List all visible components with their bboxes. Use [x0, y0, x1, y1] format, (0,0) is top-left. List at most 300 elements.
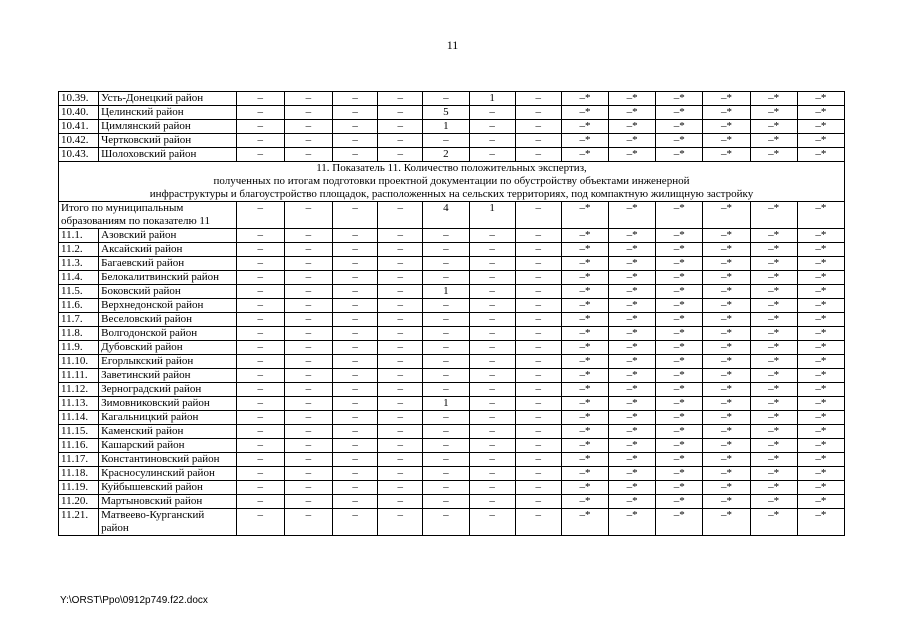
- value-cell: –*: [750, 243, 797, 257]
- table-row: [59, 369, 845, 383]
- district-name: Шолоховский район: [99, 148, 237, 162]
- page-number: 11: [446, 38, 459, 52]
- value-cell: 1: [423, 120, 469, 134]
- value-cell: –: [333, 92, 378, 106]
- value-cell: –*: [703, 453, 750, 467]
- value-cell: –*: [797, 106, 844, 120]
- table-row: [59, 120, 845, 134]
- district-name: Матвеево-Курганский район: [99, 509, 237, 536]
- row-number: 11.3.: [59, 257, 99, 271]
- value-cell: –: [423, 481, 469, 495]
- value-cell: –*: [750, 327, 797, 341]
- value-cell: –: [423, 327, 469, 341]
- value-cell: –*: [609, 229, 656, 243]
- table-row: [59, 481, 845, 495]
- value-cell: –: [236, 383, 284, 397]
- value-cell: –*: [656, 425, 703, 439]
- value-cell: –: [378, 299, 423, 313]
- value-cell: –: [284, 425, 332, 439]
- value-cell: –: [515, 383, 561, 397]
- value-cell: –: [423, 369, 469, 383]
- value-cell: –*: [797, 243, 844, 257]
- file-path-footer: Y:\ORST\Ppo\0912p749.f22.docx: [60, 595, 208, 606]
- value-cell: –*: [750, 257, 797, 271]
- value-cell: –*: [750, 229, 797, 243]
- value-cell: –*: [750, 425, 797, 439]
- value-cell: 5: [423, 106, 469, 120]
- value-cell: –*: [797, 120, 844, 134]
- value-cell: –*: [750, 341, 797, 355]
- value-cell: –*: [656, 120, 703, 134]
- table-row: [59, 299, 845, 313]
- value-cell: –*: [561, 271, 608, 285]
- value-cell: –: [284, 355, 332, 369]
- row-number: 11.18.: [59, 467, 99, 481]
- total-cell: 1: [469, 202, 515, 229]
- value-cell: –: [423, 299, 469, 313]
- value-cell: –: [284, 299, 332, 313]
- table-row: [59, 355, 845, 369]
- table-row: [59, 148, 845, 162]
- row-number: 11.20.: [59, 495, 99, 509]
- value-cell: –: [378, 106, 423, 120]
- value-cell: –: [333, 453, 378, 467]
- row-number: 11.21.: [59, 509, 99, 536]
- value-cell: –: [333, 134, 378, 148]
- value-cell: –*: [703, 148, 750, 162]
- value-cell: –: [469, 383, 515, 397]
- value-cell: –: [236, 92, 284, 106]
- value-cell: –*: [750, 411, 797, 425]
- value-cell: –: [469, 397, 515, 411]
- value-cell: –*: [703, 134, 750, 148]
- value-cell: –: [284, 120, 332, 134]
- value-cell: –*: [561, 341, 608, 355]
- row-number: 11.12.: [59, 383, 99, 397]
- value-cell: –*: [656, 299, 703, 313]
- value-cell: –: [284, 271, 332, 285]
- value-cell: –*: [561, 411, 608, 425]
- value-cell: –*: [797, 285, 844, 299]
- section-header-line-3: инфраструктуры и благоустройство площадок, расположенных на сельских территориях, под компактную жилищную застройку: [149, 188, 754, 200]
- value-cell: –*: [656, 285, 703, 299]
- value-cell: –*: [609, 453, 656, 467]
- value-cell: –*: [703, 229, 750, 243]
- value-cell: –: [469, 369, 515, 383]
- value-cell: –: [469, 425, 515, 439]
- table-row: [59, 327, 845, 341]
- value-cell: –: [333, 148, 378, 162]
- value-cell: –*: [656, 453, 703, 467]
- district-name: Дубовский район: [99, 341, 237, 355]
- value-cell: –*: [750, 495, 797, 509]
- value-cell: –: [333, 467, 378, 481]
- value-cell: –*: [656, 134, 703, 148]
- value-cell: –: [515, 397, 561, 411]
- value-cell: –*: [561, 257, 608, 271]
- value-cell: –: [469, 467, 515, 481]
- indicator-table: [58, 91, 845, 536]
- value-cell: –*: [703, 425, 750, 439]
- value-cell: –: [333, 481, 378, 495]
- value-cell: –: [423, 243, 469, 257]
- value-cell: –: [284, 383, 332, 397]
- value-cell: –: [284, 453, 332, 467]
- value-cell: –: [333, 383, 378, 397]
- value-cell: –: [284, 106, 332, 120]
- value-cell: –*: [797, 355, 844, 369]
- value-cell: –*: [609, 425, 656, 439]
- value-cell: –*: [797, 257, 844, 271]
- value-cell: –*: [561, 120, 608, 134]
- value-cell: –: [423, 92, 469, 106]
- value-cell: –: [236, 134, 284, 148]
- district-name: Белокалитвинский район: [99, 271, 237, 285]
- value-cell: –: [423, 257, 469, 271]
- value-cell: –*: [797, 369, 844, 383]
- value-cell: –*: [656, 148, 703, 162]
- district-name: Верхнедонской район: [99, 299, 237, 313]
- value-cell: –*: [609, 341, 656, 355]
- value-cell: –: [378, 285, 423, 299]
- value-cell: –: [378, 271, 423, 285]
- value-cell: –: [333, 425, 378, 439]
- value-cell: –*: [750, 383, 797, 397]
- row-number: 11.10.: [59, 355, 99, 369]
- value-cell: –: [236, 313, 284, 327]
- value-cell: –: [333, 243, 378, 257]
- value-cell: –: [378, 383, 423, 397]
- total-cell: –: [378, 202, 423, 229]
- value-cell: –*: [703, 495, 750, 509]
- value-cell: –: [378, 411, 423, 425]
- value-cell: –*: [609, 243, 656, 257]
- section-header-line-1: 11. Показатель 11. Количество положительных экспертиз,: [316, 162, 587, 174]
- value-cell: –*: [797, 92, 844, 106]
- value-cell: –: [236, 425, 284, 439]
- value-cell: –*: [561, 369, 608, 383]
- row-number: 10.40.: [59, 106, 99, 120]
- value-cell: –: [284, 495, 332, 509]
- table-row: [59, 453, 845, 467]
- value-cell: –: [423, 134, 469, 148]
- value-cell: –*: [609, 313, 656, 327]
- total-label: Итого по муниципальным образованиям по показателю 11: [59, 202, 237, 229]
- district-name: Волгодонской район: [99, 327, 237, 341]
- value-cell: –: [469, 229, 515, 243]
- value-cell: –: [284, 369, 332, 383]
- value-cell: –: [515, 481, 561, 495]
- value-cell: –: [423, 411, 469, 425]
- value-cell: –: [469, 453, 515, 467]
- value-cell: –: [236, 467, 284, 481]
- value-cell: –*: [656, 439, 703, 453]
- district-name: Азовский район: [99, 229, 237, 243]
- value-cell: –: [469, 285, 515, 299]
- value-cell: –*: [797, 411, 844, 425]
- value-cell: –*: [797, 134, 844, 148]
- value-cell: –*: [750, 271, 797, 285]
- value-cell: –: [378, 313, 423, 327]
- total-cell: –*: [656, 202, 703, 229]
- value-cell: –*: [609, 481, 656, 495]
- value-cell: –*: [609, 92, 656, 106]
- value-cell: –*: [609, 327, 656, 341]
- value-cell: –: [284, 397, 332, 411]
- row-number: 11.15.: [59, 425, 99, 439]
- value-cell: –*: [750, 285, 797, 299]
- value-cell: –*: [703, 383, 750, 397]
- value-cell: –: [236, 148, 284, 162]
- district-name: Куйбышевский район: [99, 481, 237, 495]
- value-cell: –*: [609, 397, 656, 411]
- value-cell: –: [284, 92, 332, 106]
- value-cell: –*: [797, 425, 844, 439]
- value-cell: –: [333, 299, 378, 313]
- value-cell: –: [378, 243, 423, 257]
- value-cell: –: [333, 229, 378, 243]
- value-cell: –*: [656, 92, 703, 106]
- value-cell: –: [378, 439, 423, 453]
- value-cell: –: [236, 439, 284, 453]
- value-cell: –: [469, 148, 515, 162]
- value-cell: –: [236, 453, 284, 467]
- value-cell: –: [469, 481, 515, 495]
- value-cell: –: [469, 257, 515, 271]
- value-cell: –*: [561, 425, 608, 439]
- value-cell: –*: [656, 229, 703, 243]
- value-cell: –*: [750, 299, 797, 313]
- value-cell: –: [333, 120, 378, 134]
- value-cell: –: [236, 495, 284, 509]
- district-name: Цимлянский район: [99, 120, 237, 134]
- value-cell: –: [333, 271, 378, 285]
- total-cell: –*: [561, 202, 608, 229]
- value-cell: –: [515, 313, 561, 327]
- value-cell: –*: [797, 229, 844, 243]
- value-cell: –*: [797, 327, 844, 341]
- total-cell: –: [515, 202, 561, 229]
- value-cell: –: [515, 327, 561, 341]
- value-cell: –*: [703, 439, 750, 453]
- total-cell: 4: [423, 202, 469, 229]
- value-cell: –*: [561, 383, 608, 397]
- value-cell: –*: [609, 467, 656, 481]
- value-cell: –*: [656, 383, 703, 397]
- value-cell: 1: [423, 285, 469, 299]
- value-cell: –*: [656, 481, 703, 495]
- district-name: Чертковский район: [99, 134, 237, 148]
- value-cell: –*: [797, 271, 844, 285]
- value-cell: –: [236, 120, 284, 134]
- table-row: [59, 257, 845, 271]
- value-cell: –: [378, 467, 423, 481]
- value-cell: –*: [797, 467, 844, 481]
- table-row: [59, 383, 845, 397]
- value-cell: –*: [797, 148, 844, 162]
- value-cell: –: [515, 106, 561, 120]
- value-cell: –*: [703, 257, 750, 271]
- value-cell: –*: [656, 327, 703, 341]
- row-number: 11.5.: [59, 285, 99, 299]
- value-cell: –*: [656, 411, 703, 425]
- value-cell: –: [515, 285, 561, 299]
- value-cell: –: [515, 411, 561, 425]
- row-number: 10.41.: [59, 120, 99, 134]
- value-cell: –*: [797, 397, 844, 411]
- value-cell: –: [236, 397, 284, 411]
- value-cell: –*: [561, 229, 608, 243]
- value-cell: –: [333, 439, 378, 453]
- value-cell: –: [378, 509, 423, 536]
- value-cell: –: [284, 243, 332, 257]
- section-header-line-2: полученных по итогам подготовки проектной документации по обустройству объектами инженерной: [213, 175, 690, 187]
- district-name: Заветинский район: [99, 369, 237, 383]
- total-cell: –*: [703, 202, 750, 229]
- row-number: 11.8.: [59, 327, 99, 341]
- table-row: [59, 106, 845, 120]
- value-cell: –*: [750, 453, 797, 467]
- value-cell: –: [333, 509, 378, 536]
- value-cell: –*: [750, 509, 797, 536]
- value-cell: –*: [703, 481, 750, 495]
- value-cell: –*: [609, 411, 656, 425]
- value-cell: –*: [609, 439, 656, 453]
- value-cell: –*: [797, 453, 844, 467]
- value-cell: –: [378, 341, 423, 355]
- table-row: [59, 411, 845, 425]
- value-cell: –*: [703, 271, 750, 285]
- value-cell: –*: [656, 509, 703, 536]
- table-row: [59, 271, 845, 285]
- value-cell: –*: [703, 313, 750, 327]
- value-cell: –: [515, 369, 561, 383]
- value-cell: –*: [750, 355, 797, 369]
- table-row: [59, 425, 845, 439]
- value-cell: –*: [750, 120, 797, 134]
- value-cell: –: [236, 509, 284, 536]
- value-cell: –: [236, 271, 284, 285]
- value-cell: –*: [561, 243, 608, 257]
- table-row: [59, 467, 845, 481]
- value-cell: –*: [703, 411, 750, 425]
- value-cell: –: [423, 313, 469, 327]
- value-cell: –*: [656, 257, 703, 271]
- value-cell: –: [515, 243, 561, 257]
- value-cell: –: [423, 509, 469, 536]
- value-cell: –: [284, 467, 332, 481]
- value-cell: –: [284, 481, 332, 495]
- value-cell: –: [378, 134, 423, 148]
- value-cell: –*: [750, 313, 797, 327]
- value-cell: –: [469, 271, 515, 285]
- value-cell: –*: [561, 509, 608, 536]
- table-row: [59, 341, 845, 355]
- value-cell: –: [236, 106, 284, 120]
- top-rows: [59, 92, 845, 162]
- value-cell: –*: [750, 92, 797, 106]
- value-cell: –: [236, 285, 284, 299]
- row-number: 11.1.: [59, 229, 99, 243]
- value-cell: –: [378, 453, 423, 467]
- value-cell: –*: [656, 495, 703, 509]
- value-cell: –: [378, 327, 423, 341]
- value-cell: –: [515, 148, 561, 162]
- value-cell: –: [236, 299, 284, 313]
- total-row: [59, 202, 845, 229]
- value-cell: –: [469, 327, 515, 341]
- value-cell: –: [284, 341, 332, 355]
- value-cell: –: [284, 439, 332, 453]
- value-cell: –*: [561, 148, 608, 162]
- table-row: [59, 509, 845, 536]
- value-cell: –*: [703, 327, 750, 341]
- value-cell: –: [515, 92, 561, 106]
- value-cell: –: [515, 341, 561, 355]
- district-name: Зерноградский район: [99, 383, 237, 397]
- district-name: Мартыновский район: [99, 495, 237, 509]
- value-cell: –*: [609, 257, 656, 271]
- value-cell: –: [469, 439, 515, 453]
- district-name: Красносулинский район: [99, 467, 237, 481]
- value-cell: –: [333, 341, 378, 355]
- value-cell: –*: [561, 313, 608, 327]
- value-cell: –: [333, 327, 378, 341]
- value-cell: –: [515, 439, 561, 453]
- value-cell: –: [469, 355, 515, 369]
- value-cell: –: [236, 355, 284, 369]
- value-cell: –: [378, 495, 423, 509]
- value-cell: –: [469, 509, 515, 536]
- value-cell: –: [236, 341, 284, 355]
- value-cell: –: [284, 134, 332, 148]
- value-cell: 1: [423, 397, 469, 411]
- value-cell: –*: [609, 509, 656, 536]
- value-cell: –: [423, 495, 469, 509]
- value-cell: –: [284, 148, 332, 162]
- value-cell: –*: [797, 313, 844, 327]
- value-cell: –*: [656, 369, 703, 383]
- district-name: Аксайский район: [99, 243, 237, 257]
- value-cell: –: [469, 341, 515, 355]
- total-cell: –: [236, 202, 284, 229]
- section-11-rows: [59, 229, 845, 536]
- district-name: Кагальницкий район: [99, 411, 237, 425]
- value-cell: –*: [609, 383, 656, 397]
- row-number: 11.11.: [59, 369, 99, 383]
- value-cell: –: [515, 495, 561, 509]
- value-cell: –*: [561, 453, 608, 467]
- district-name: Усть-Донецкий район: [99, 92, 237, 106]
- value-cell: –: [284, 285, 332, 299]
- value-cell: –: [378, 92, 423, 106]
- row-number: 11.19.: [59, 481, 99, 495]
- district-name: Веселовский район: [99, 313, 237, 327]
- value-cell: –: [333, 313, 378, 327]
- value-cell: –*: [750, 467, 797, 481]
- value-cell: –*: [561, 327, 608, 341]
- row-number: 10.43.: [59, 148, 99, 162]
- value-cell: –: [284, 229, 332, 243]
- value-cell: –*: [609, 285, 656, 299]
- value-cell: –: [515, 299, 561, 313]
- district-name: Егорлыкский район: [99, 355, 237, 369]
- value-cell: –*: [703, 92, 750, 106]
- value-cell: –*: [561, 299, 608, 313]
- value-cell: –*: [703, 369, 750, 383]
- value-cell: –*: [609, 495, 656, 509]
- value-cell: –*: [609, 148, 656, 162]
